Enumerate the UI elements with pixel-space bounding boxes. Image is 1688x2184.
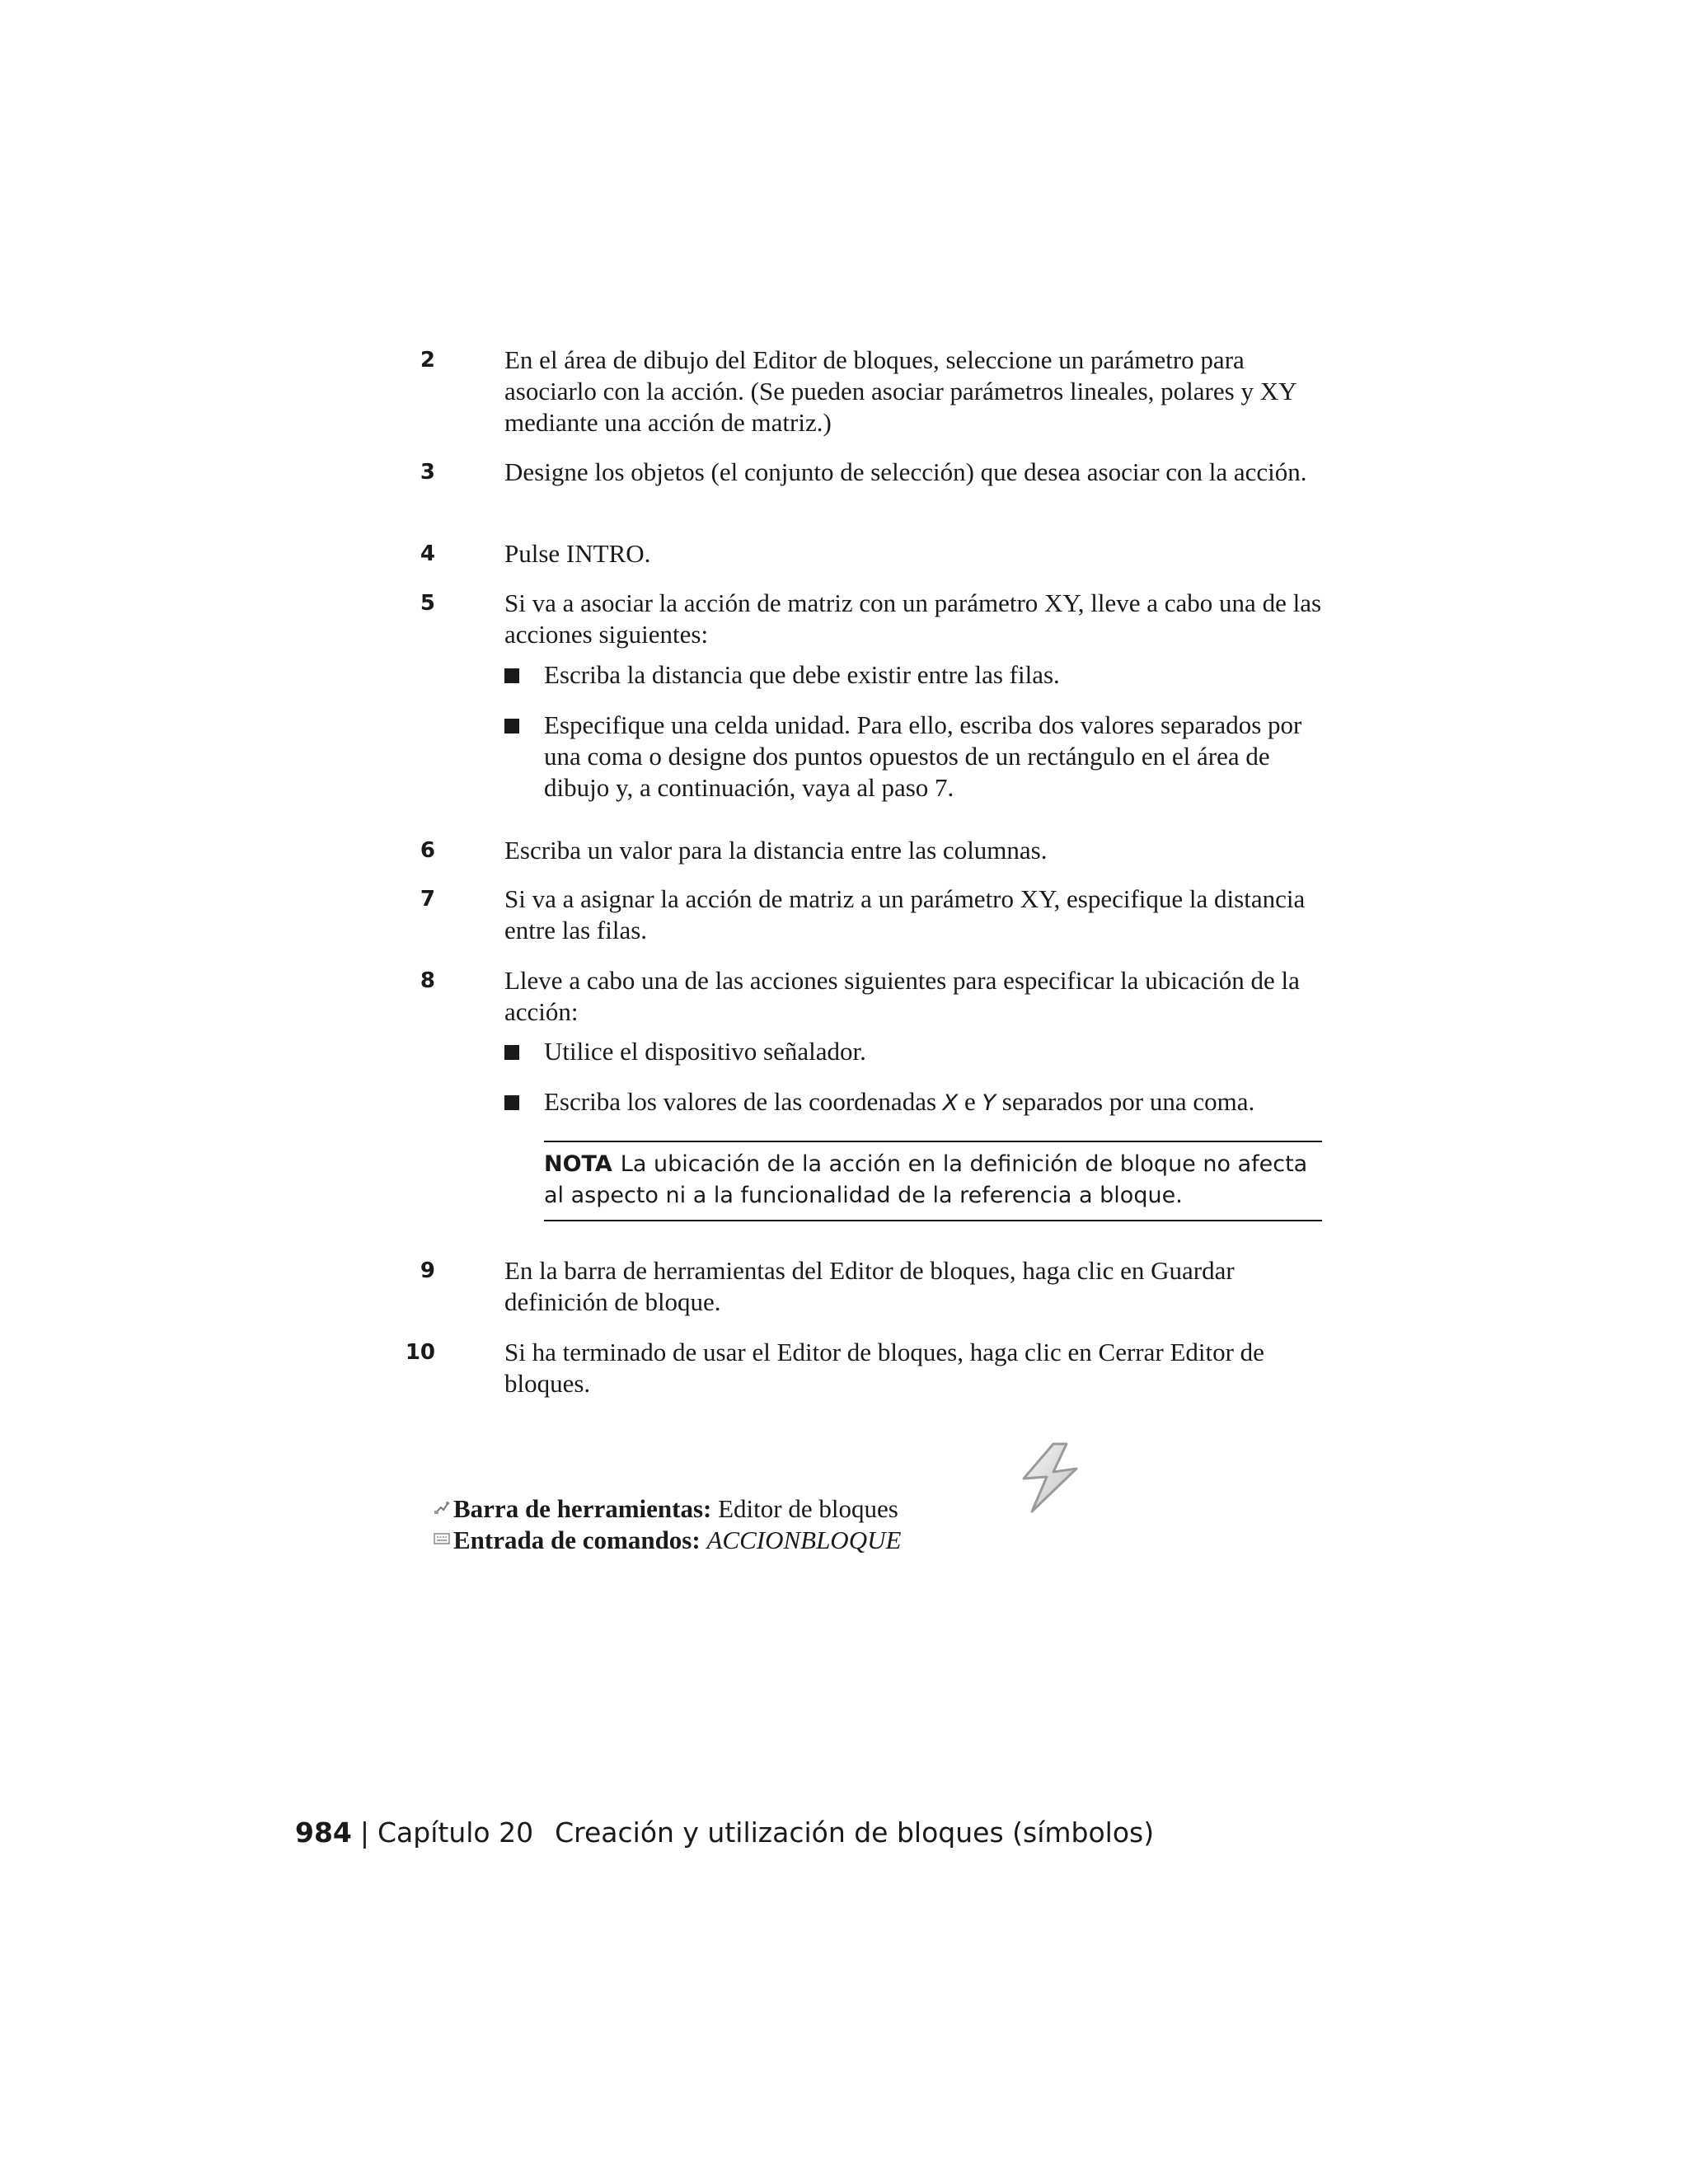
command-label: Entrada de comandos: <box>453 1526 701 1554</box>
step-text: Escriba un valor para la distancia entre las columnas. <box>504 836 1048 865</box>
chapter-title: Creación y utilización de bloques (símbolos) <box>555 1816 1155 1849</box>
bullet-text: Utilice el dispositivo señalador. <box>544 1037 866 1066</box>
toolbar-label: Barra de herramientas: <box>453 1494 712 1523</box>
note-label: NOTA <box>544 1151 612 1177</box>
x-coordinate: X <box>942 1090 959 1116</box>
step-number: 9 <box>420 1258 435 1283</box>
bullet-square-icon <box>504 719 519 733</box>
command-value: ACCIONBLOQUE <box>706 1526 902 1554</box>
step-text: Pulse INTRO. <box>504 539 651 568</box>
step-text: En el área de dibujo del Editor de bloques, seleccione un parámetro para asociarlo con la acción. (Se pueden asociar parámetros lineales, polares y XY mediante una acción de matriz.) <box>504 345 1296 437</box>
bullet-text-part: Escriba los valores de las coordenadas <box>544 1087 937 1116</box>
step-text: Si va a asignar la acción de matriz a un parámetro XY, especifique la distancia entre las filas. <box>504 884 1306 944</box>
bullet-text: Escriba la distancia que debe existir entre las filas. <box>544 660 1060 689</box>
step-number: 2 <box>420 348 435 373</box>
step-number: 5 <box>420 591 435 616</box>
step-number: 6 <box>420 838 435 863</box>
note-box <box>544 1141 1322 1221</box>
y-coordinate: Y <box>982 1090 996 1116</box>
step-text: En la barra de herramientas del Editor de bloques, haga clic en Guardar definición de bloque. <box>504 1256 1235 1316</box>
chapter-label: Capítulo 20 <box>377 1816 534 1849</box>
bullet-square-icon <box>504 1095 519 1110</box>
step-text: Designe los objetos (el conjunto de selección) que desea asociar con la acción. <box>504 457 1307 486</box>
bullet-text-part: e <box>964 1087 976 1116</box>
step-number: 8 <box>420 968 435 993</box>
command-reference <box>453 1525 901 1556</box>
step-text: Si ha terminado de usar el Editor de bloques, haga clic en Cerrar Editor de bloques. <box>504 1338 1264 1398</box>
toolbar-value: Editor de bloques <box>718 1494 898 1523</box>
bullet-square-icon <box>504 668 519 683</box>
bullet-text-part: separados por una coma. <box>1001 1087 1255 1116</box>
step-text: Lleve a cabo una de las acciones siguientes para especificar la ubicación de la acción: <box>504 966 1300 1026</box>
step-text: Si va a asociar la acción de matriz con un parámetro XY, lleve a cabo una de las acciones siguientes: <box>504 588 1322 649</box>
step-number: 10 <box>405 1340 435 1365</box>
toolbar-reference <box>453 1493 898 1525</box>
page-number: 984 <box>295 1816 352 1849</box>
toolbar-icon <box>434 1500 450 1515</box>
bullet-text: Especifique una celda unidad. Para ello, escriba dos valores separados por una coma o designe dos puntos opuestos de un rectángulo en el área de dibujo y, a continuación, vaya al paso 7. <box>544 710 1302 802</box>
step-number: 4 <box>420 541 435 566</box>
bullet-square-icon <box>504 1045 519 1060</box>
step-number: 3 <box>420 460 435 485</box>
bullet-text <box>544 1086 1327 1119</box>
step-number: 7 <box>420 887 435 912</box>
keyboard-icon <box>434 1531 450 1546</box>
footer-separator: | <box>359 1816 370 1849</box>
lightning-bolt-icon <box>1014 1441 1084 1515</box>
page-footer <box>295 1816 1154 1849</box>
note-text: La ubicación de la acción en la definición de bloque no afecta al aspecto ni a la funcionalidad de la referencia a bloque. <box>544 1151 1308 1208</box>
